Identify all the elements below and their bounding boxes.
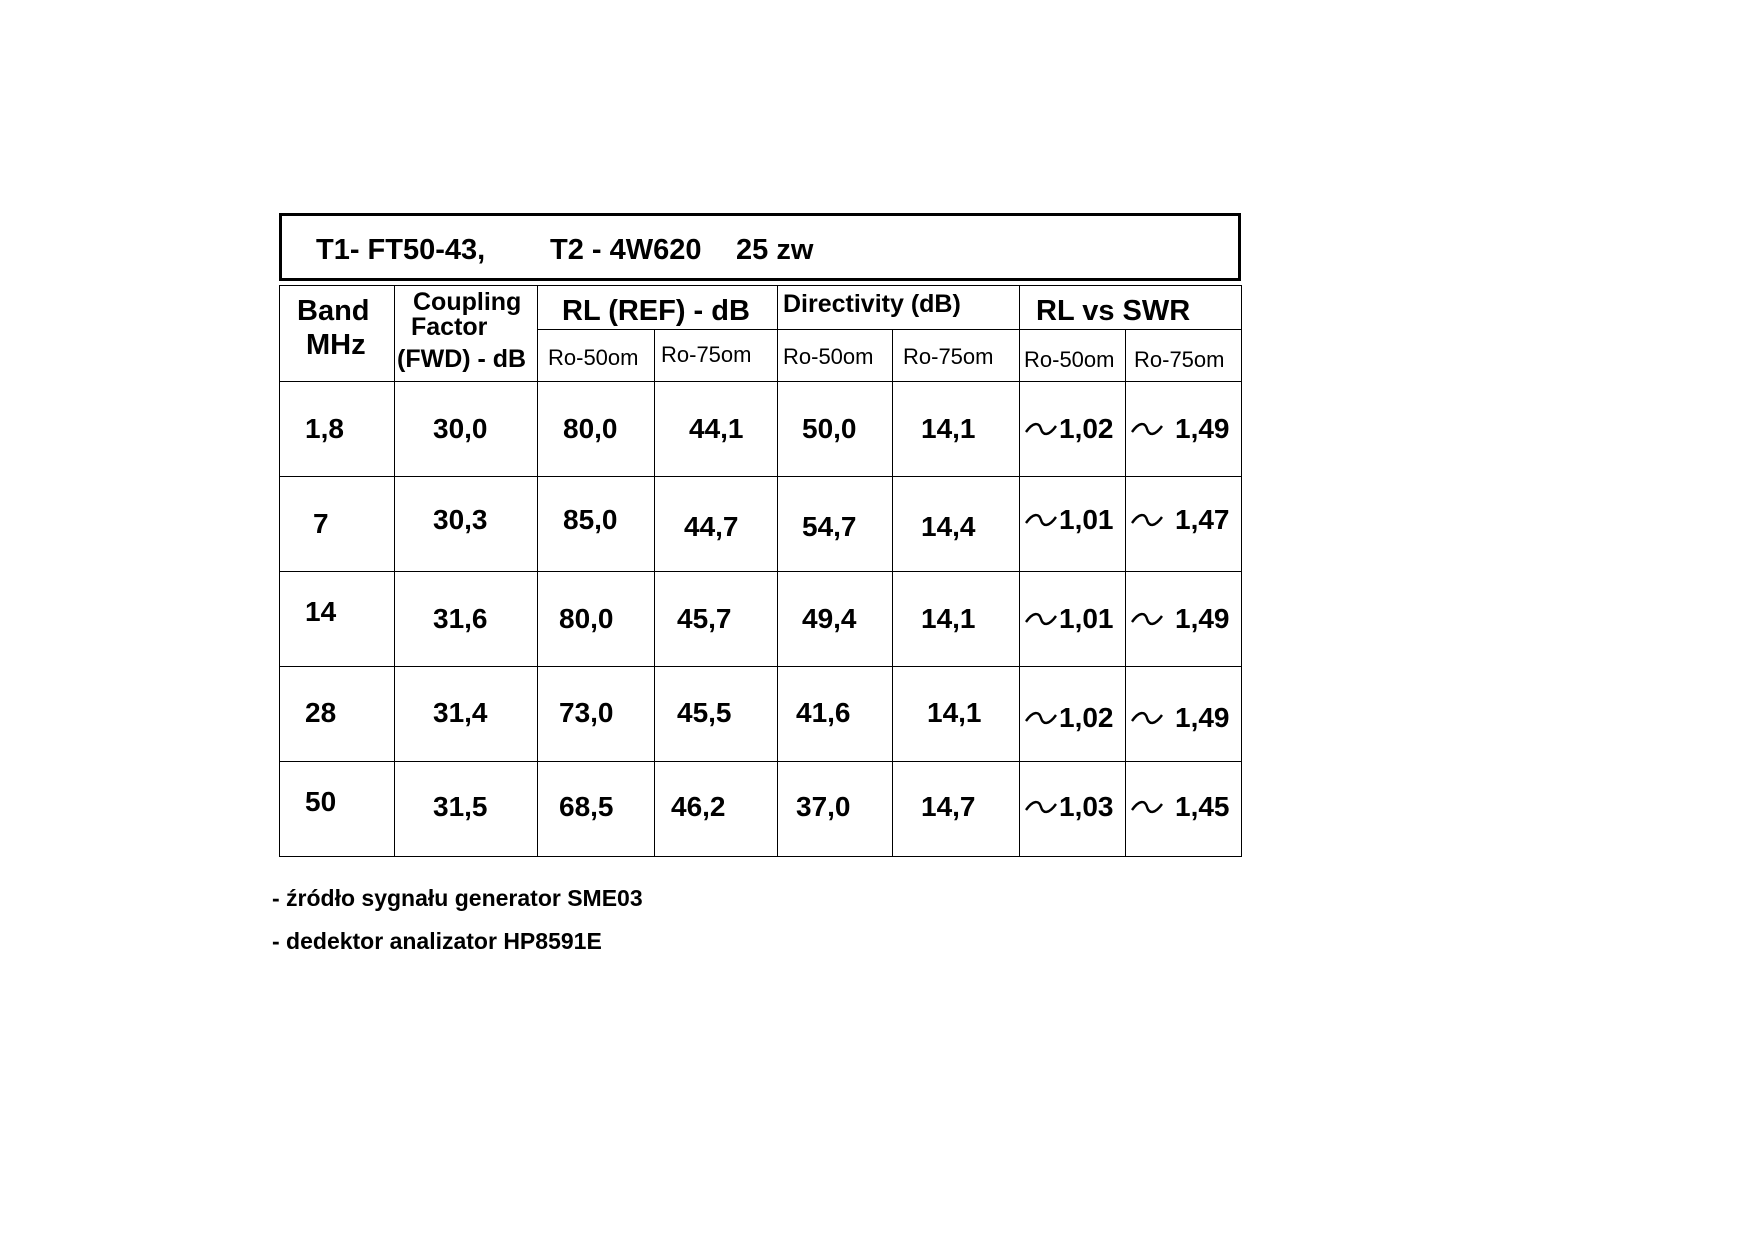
swr50-cell bbox=[1025, 791, 1114, 823]
approx-icon bbox=[1025, 710, 1057, 726]
dir75-value: 14,4 bbox=[921, 511, 976, 542]
coupling-value: 30,0 bbox=[433, 413, 488, 444]
approx-icon bbox=[1025, 799, 1057, 815]
swr50-value: 1,01 bbox=[1059, 603, 1114, 634]
header-rl-group-label: RL (REF) - dB bbox=[562, 295, 750, 327]
subheader-rl-75-label: Ro-75om bbox=[661, 342, 752, 367]
dir75-value: 14,7 bbox=[921, 791, 976, 822]
subheader-rl-50 bbox=[538, 330, 655, 382]
approx-icon bbox=[1131, 799, 1163, 815]
approx-icon bbox=[1025, 421, 1057, 437]
title-transformer-1: T1- FT50-43, bbox=[316, 234, 486, 266]
table-row bbox=[280, 667, 1242, 762]
approx-icon bbox=[1131, 512, 1163, 528]
approx-icon bbox=[1131, 710, 1163, 726]
header-band bbox=[280, 286, 395, 382]
measurement-table bbox=[279, 285, 1242, 857]
header-directivity-group-label: Directivity (dB) bbox=[783, 290, 961, 318]
subheader-dir-75 bbox=[893, 330, 1020, 382]
coupling-value: 30,3 bbox=[433, 504, 488, 535]
dir50-value: 49,4 bbox=[802, 603, 857, 634]
band-value: 28 bbox=[305, 697, 337, 728]
table-row bbox=[280, 762, 1242, 857]
coupling-value: 31,4 bbox=[433, 697, 488, 728]
swr50-cell bbox=[1025, 603, 1114, 635]
rl50-value: 73,0 bbox=[559, 697, 614, 728]
header-band-unit: MHz bbox=[306, 329, 366, 361]
note-signal-source: - źródło sygnału generator SME03 bbox=[272, 885, 643, 911]
rl75-value: 46,2 bbox=[671, 791, 726, 822]
dir50-value: 41,6 bbox=[796, 697, 851, 728]
rl50-value: 80,0 bbox=[563, 413, 618, 444]
dir75-value: 14,1 bbox=[921, 603, 976, 634]
header-coupling-line2: Factor bbox=[411, 313, 488, 341]
table-row bbox=[280, 382, 1242, 477]
table-title-box bbox=[279, 213, 1241, 281]
band-value: 50 bbox=[305, 786, 337, 817]
note-detector: - dedektor analizator HP8591E bbox=[272, 928, 602, 954]
swr75-value: 1,49 bbox=[1175, 603, 1230, 634]
dir75-value: 14,1 bbox=[921, 413, 976, 444]
swr75-value: 1,49 bbox=[1175, 702, 1230, 733]
coupling-value: 31,5 bbox=[433, 791, 488, 822]
table-row bbox=[280, 477, 1242, 572]
swr50-cell bbox=[1025, 504, 1114, 536]
title-transformer-2: T2 - 4W620 bbox=[550, 234, 702, 266]
approx-icon bbox=[1131, 421, 1163, 437]
header-band-label: Band bbox=[297, 295, 370, 327]
swr75-cell bbox=[1131, 791, 1230, 823]
swr75-cell bbox=[1131, 702, 1230, 734]
rl75-value: 44,7 bbox=[684, 511, 739, 542]
swr75-cell bbox=[1131, 504, 1230, 536]
dir50-value: 54,7 bbox=[802, 511, 857, 542]
swr50-value: 1,02 bbox=[1059, 702, 1114, 733]
title-turns: 25 zw bbox=[736, 234, 814, 266]
rl75-value: 44,1 bbox=[689, 413, 744, 444]
subheader-swr-50 bbox=[1020, 330, 1126, 382]
swr75-value: 1,49 bbox=[1175, 413, 1230, 444]
rl50-value: 68,5 bbox=[559, 791, 614, 822]
header-swr-group bbox=[1020, 286, 1242, 330]
subheader-dir-50 bbox=[778, 330, 893, 382]
subheader-rl-75 bbox=[655, 330, 778, 382]
header-directivity-group bbox=[778, 286, 1020, 330]
subheader-swr-75 bbox=[1126, 330, 1242, 382]
swr50-cell bbox=[1025, 702, 1114, 734]
swr50-value: 1,02 bbox=[1059, 413, 1114, 444]
rl75-value: 45,7 bbox=[677, 603, 732, 634]
approx-icon bbox=[1025, 611, 1057, 627]
rl50-value: 80,0 bbox=[559, 603, 614, 634]
swr75-value: 1,45 bbox=[1175, 791, 1230, 822]
approx-icon bbox=[1025, 512, 1057, 528]
subheader-dir-50-label: Ro-50om bbox=[783, 344, 874, 369]
swr75-cell bbox=[1131, 603, 1230, 635]
subheader-dir-75-label: Ro-75om bbox=[903, 344, 994, 369]
coupling-value: 31,6 bbox=[433, 603, 488, 634]
swr50-value: 1,03 bbox=[1059, 791, 1114, 822]
band-value: 7 bbox=[313, 508, 329, 539]
swr75-value: 1,47 bbox=[1175, 504, 1230, 535]
header-coupling-line3: (FWD) - dB bbox=[397, 345, 527, 373]
swr75-cell bbox=[1131, 413, 1230, 445]
subheader-swr-75-label: Ro-75om bbox=[1134, 347, 1225, 372]
header-swr-group-label: RL vs SWR bbox=[1036, 295, 1191, 327]
dir50-value: 37,0 bbox=[796, 791, 851, 822]
header-rl-group bbox=[538, 286, 778, 330]
approx-icon bbox=[1131, 611, 1163, 627]
subheader-swr-50-label: Ro-50om bbox=[1024, 347, 1115, 372]
dir50-value: 50,0 bbox=[802, 413, 857, 444]
swr50-value: 1,01 bbox=[1059, 504, 1114, 535]
header-row-1 bbox=[280, 286, 1242, 330]
rl50-value: 85,0 bbox=[563, 504, 618, 535]
header-coupling bbox=[395, 286, 538, 382]
dir75-value: 14,1 bbox=[927, 697, 982, 728]
header-coupling-line1: Coupling bbox=[413, 288, 522, 316]
band-value: 1,8 bbox=[305, 413, 344, 444]
subheader-rl-50-label: Ro-50om bbox=[548, 345, 639, 370]
rl75-value: 45,5 bbox=[677, 697, 732, 728]
band-value: 14 bbox=[305, 596, 337, 627]
table-row bbox=[280, 572, 1242, 667]
swr50-cell bbox=[1025, 413, 1114, 445]
